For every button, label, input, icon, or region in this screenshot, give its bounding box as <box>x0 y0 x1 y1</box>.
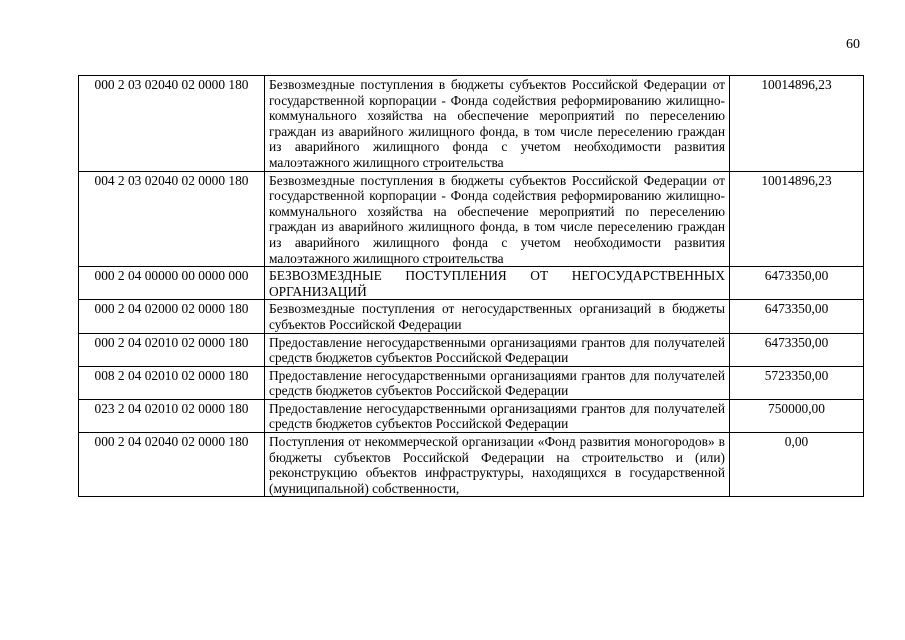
revenue-name-cell: Безвозмездные поступления в бюджеты субъектов Российской Федерации от государственной корпорации - Фонда содействия реформированию жилищно-коммунального хозяйства на обеспечение мероприятий по переселению граждан из аварийного жилищного фонда, в том числе переселению граждан из аварийного жилищного фонда с учетом необходимости развития малоэтажного жилищного строительства <box>265 171 730 267</box>
revenue-name-cell: БЕЗВОЗМЕЗДНЫЕ ПОСТУПЛЕНИЯ ОТ НЕГОСУДАРСТВЕННЫХ ОРГАНИЗАЦИЙ <box>265 267 730 300</box>
revenue-name-cell: Предоставление негосударственными организациями грантов для получателей средств бюджетов субъектов Российской Федерации <box>265 366 730 399</box>
table-row <box>79 171 864 267</box>
revenue-name-cell: Безвозмездные поступления от негосударственных организаций в бюджеты субъектов Российской Федерации <box>265 300 730 333</box>
revenue-name-cell: Предоставление негосударственными организациями грантов для получателей средств бюджетов субъектов Российской Федерации <box>265 333 730 366</box>
budget-code-cell: 000 2 04 02010 02 0000 180 <box>79 333 265 366</box>
table-row <box>79 366 864 399</box>
revenue-table <box>78 75 864 497</box>
amount-cell: 5723350,00 <box>730 366 864 399</box>
budget-code-cell: 000 2 04 00000 00 0000 000 <box>79 267 265 300</box>
budget-code-cell: 000 2 04 02000 02 0000 180 <box>79 300 265 333</box>
table-row <box>79 399 864 432</box>
budget-code-cell: 000 2 03 02040 02 0000 180 <box>79 76 265 172</box>
revenue-name-text: Поступления от некоммерческой организации «Фонд развития моногородов» в бюджеты субъектов Российской Федерации на строительство и (или) реконструкцию объектов инфраструктуры, находящихся в государственной (муниципальной) собственности, <box>269 434 725 496</box>
budget-code-cell: 008 2 04 02010 02 0000 180 <box>79 366 265 399</box>
table-row <box>79 300 864 333</box>
amount-cell: 10014896,23 <box>730 76 864 172</box>
amount-cell: 0,00 <box>730 433 864 497</box>
revenue-name-cell: Предоставление негосударственными организациями грантов для получателей средств бюджетов субъектов Российской Федерации <box>265 399 730 432</box>
amount-cell: 6473350,00 <box>730 300 864 333</box>
revenue-name-cell: Безвозмездные поступления в бюджеты субъектов Российской Федерации от государственной корпорации - Фонда содействия реформированию жилищно-коммунального хозяйства на обеспечение мероприятий по переселению граждан из аварийного жилищного фонда, в том числе переселению граждан из аварийного жилищного фонда с учетом необходимости развития малоэтажного жилищного строительства <box>265 76 730 172</box>
table-row <box>79 333 864 366</box>
budget-code-cell: 023 2 04 02010 02 0000 180 <box>79 399 265 432</box>
page-number: 60 <box>846 37 860 52</box>
budget-code-cell: 004 2 03 02040 02 0000 180 <box>79 171 265 267</box>
revenue-name-cell <box>265 433 730 497</box>
amount-cell: 750000,00 <box>730 399 864 432</box>
budget-code-cell: 000 2 04 02040 02 0000 180 <box>79 433 265 497</box>
amount-cell: 10014896,23 <box>730 171 864 267</box>
amount-cell: 6473350,00 <box>730 267 864 300</box>
table-row <box>79 76 864 172</box>
table-row <box>79 433 864 497</box>
table-row <box>79 267 864 300</box>
amount-cell: 6473350,00 <box>730 333 864 366</box>
